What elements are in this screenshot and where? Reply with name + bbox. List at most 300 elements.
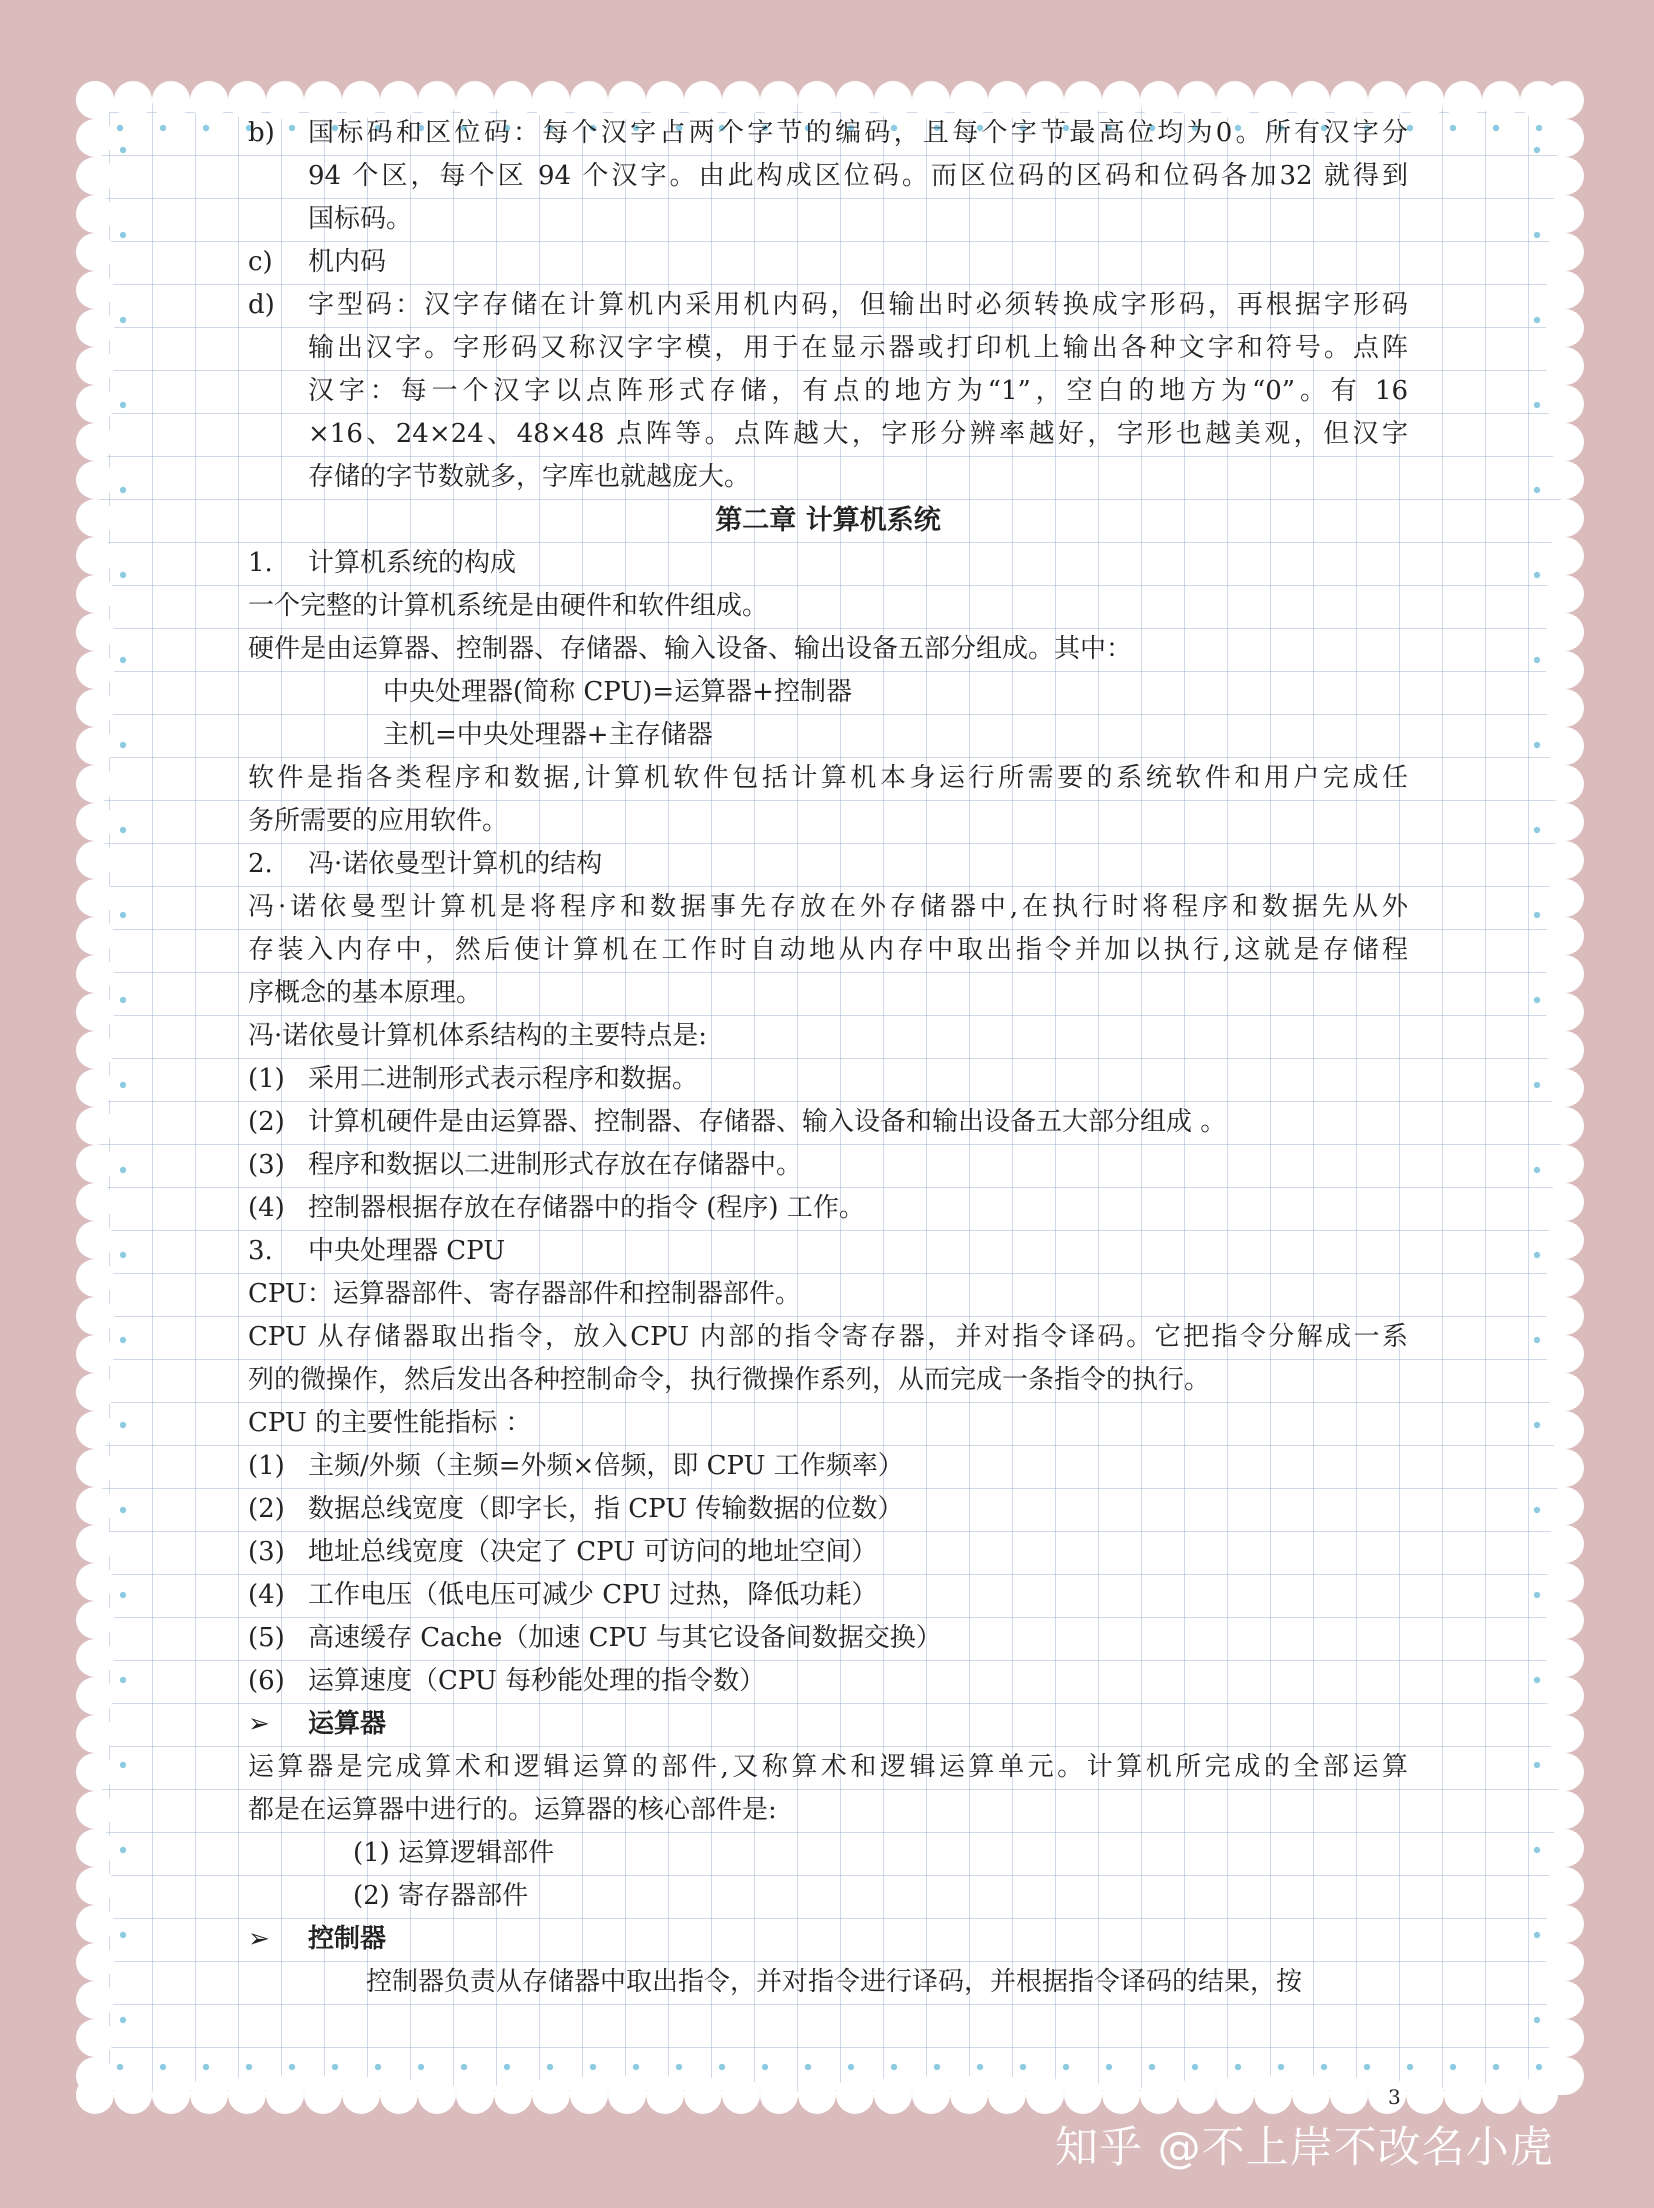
border-dot xyxy=(1534,1167,1540,1173)
scallop xyxy=(1546,81,1584,119)
scallop xyxy=(912,2076,950,2114)
scallop xyxy=(1546,651,1584,689)
scallop xyxy=(76,993,114,1031)
scallop xyxy=(76,575,114,613)
scallop xyxy=(1546,841,1584,879)
scallop xyxy=(1546,1297,1584,1335)
scallop xyxy=(114,2076,152,2114)
watermark: 知乎 @不上岸不改名小虎 xyxy=(1055,2123,1554,2173)
scallop xyxy=(1140,2076,1178,2114)
list-item-label: d) xyxy=(248,290,275,320)
scallop xyxy=(1546,309,1584,347)
scallop xyxy=(1546,195,1584,233)
scallop xyxy=(874,2076,912,2114)
border-dot xyxy=(1534,1082,1540,1088)
list-item-label: (1) xyxy=(248,1451,285,1481)
border-dot xyxy=(120,1337,126,1343)
scallop xyxy=(1406,81,1444,119)
text-line: 控制器根据存放在存储器中的指令 (程序) 工作。 xyxy=(308,1193,865,1223)
sub-list-item: (1) 运算逻辑部件 xyxy=(353,1838,555,1868)
border-dot xyxy=(1534,487,1540,493)
section-title: 控制器 xyxy=(308,1924,387,1954)
paragraph-line: 硬件是由运算器、控制器、存储器、输入设备、输出设备五部分组成。其中： xyxy=(248,634,1133,664)
scallop xyxy=(76,955,114,993)
border-dot xyxy=(1534,997,1540,1003)
scallop xyxy=(1546,1943,1584,1981)
scallop xyxy=(1546,271,1584,309)
border-dot xyxy=(805,2064,811,2070)
list-item-text xyxy=(308,1101,1408,1144)
scallop xyxy=(1546,1031,1584,1069)
border-dot xyxy=(120,1932,126,1938)
border-dot xyxy=(1534,317,1540,323)
text-line: 高速缓存 Cache（加速 CPU 与其它设备间数据交换） xyxy=(308,1623,942,1653)
border-dot xyxy=(120,1422,126,1428)
scallop xyxy=(1546,689,1584,727)
scallop xyxy=(1546,461,1584,499)
border-dot xyxy=(120,827,126,833)
text-line: 机内码 xyxy=(308,247,387,277)
list-item-label: 2. xyxy=(248,849,273,879)
scallop xyxy=(1546,1563,1584,1601)
page-number: 3 xyxy=(1388,2085,1401,2109)
scallop xyxy=(1546,385,1584,423)
text-line: 计算机系统的构成 xyxy=(308,548,517,578)
text-line: 94 个区，每个区 94 个汉字。由此构成区位码。而区位码的区码和位码各加32 就得到 xyxy=(308,161,1408,191)
border-dot xyxy=(1235,2064,1241,2070)
border-dot xyxy=(1534,1252,1540,1258)
list-item xyxy=(248,1445,1408,1488)
scallop xyxy=(798,2076,836,2114)
border-dot xyxy=(418,2064,424,2070)
text-line: 存储的字节数就多，字库也就越庞大。 xyxy=(308,462,751,492)
border-dot xyxy=(117,125,123,131)
list-item xyxy=(248,843,1408,886)
text-line: 地址总线宽度（决定了 CPU 可访问的地址空间） xyxy=(308,1537,878,1567)
border-dot xyxy=(1364,2064,1370,2070)
scallop xyxy=(152,2076,190,2114)
scallop xyxy=(1546,879,1584,917)
list-item-text xyxy=(308,112,1408,241)
scallop xyxy=(684,2076,722,2114)
scallop xyxy=(190,81,228,119)
list-item-text xyxy=(308,1617,1408,1660)
scallop xyxy=(1546,423,1584,461)
border-dot xyxy=(547,2064,553,2070)
text-line: 汉字：每一个汉字以点阵形式存储，有点的地方为“1”，空白的地方为“0”。有 16 xyxy=(308,376,1408,406)
list-item-label: (2) xyxy=(248,1107,285,1137)
list-item-label: (6) xyxy=(248,1666,285,1696)
border-dot xyxy=(120,1847,126,1853)
list-item xyxy=(248,1187,1408,1230)
indented-formula: 中央处理器(简称 CPU)=运算器+控制器 xyxy=(383,677,852,707)
scallop xyxy=(76,1259,114,1297)
text-line: 序概念的基本原理。 xyxy=(248,978,483,1008)
text-line: 程序和数据以二进制形式存放在存储器中。 xyxy=(308,1150,803,1180)
scallop xyxy=(1546,233,1584,271)
scallop xyxy=(1546,1069,1584,1107)
border-dot xyxy=(1493,125,1499,131)
scallop xyxy=(76,1487,114,1525)
scallop xyxy=(76,233,114,271)
list-item xyxy=(248,112,1408,241)
text-line: 存装入内存中，然后使计算机在工作时自动地从内存中取出指令并加以执行,这就是存储程 xyxy=(248,935,1408,965)
text-line: 国标码和区位码：每个汉字占两个字节的编码，且每个字节最高位均为0。所有汉字分 xyxy=(308,118,1408,148)
list-item-text xyxy=(308,542,1408,585)
indented-formula: 主机=中央处理器+主存储器 xyxy=(383,720,713,750)
border-dot xyxy=(891,2064,897,2070)
list-item-label: (4) xyxy=(248,1580,285,1610)
scallop xyxy=(1546,1715,1584,1753)
scallop xyxy=(76,1373,114,1411)
scallop xyxy=(1444,81,1482,119)
scallop xyxy=(76,309,114,347)
border-dot xyxy=(117,2064,123,2070)
paragraph-line: CPU 的主要性能指标 ： xyxy=(248,1408,532,1438)
scallop xyxy=(76,1981,114,2019)
scallop xyxy=(76,879,114,917)
scallop xyxy=(76,1753,114,1791)
border-dot xyxy=(1450,125,1456,131)
list-item xyxy=(248,1574,1408,1617)
border-dot xyxy=(120,232,126,238)
list-item xyxy=(248,1660,1408,1703)
scallop xyxy=(1546,1259,1584,1297)
border-dot xyxy=(461,2064,467,2070)
paragraph-line: 冯·诺依曼计算机体系结构的主要特点是: xyxy=(248,1021,708,1051)
scallop xyxy=(418,2076,456,2114)
border-dot xyxy=(203,125,209,131)
text-line: 运算速度（CPU 每秒能处理的指令数） xyxy=(308,1666,766,1696)
border-dot xyxy=(289,2064,295,2070)
scallop xyxy=(1546,1829,1584,1867)
border-dot xyxy=(120,1252,126,1258)
scallop xyxy=(76,613,114,651)
list-item-text xyxy=(308,241,1408,284)
scallop xyxy=(76,727,114,765)
border-dot xyxy=(1149,2064,1155,2070)
scallop xyxy=(76,1525,114,1563)
border-dot xyxy=(120,657,126,663)
scallop xyxy=(1546,765,1584,803)
border-dot xyxy=(934,2064,940,2070)
border-dot xyxy=(1450,2064,1456,2070)
scallop xyxy=(1330,2076,1368,2114)
border-dot xyxy=(120,317,126,323)
scallop xyxy=(1546,537,1584,575)
scallop xyxy=(1546,1221,1584,1259)
scallop xyxy=(1546,499,1584,537)
scallop xyxy=(76,1943,114,1981)
text-line: 字型码：汉字存储在计算机内采用机内码，但输出时必须转换成字形码，再根据字形码 xyxy=(308,290,1408,320)
scallop xyxy=(190,2076,228,2114)
scallop xyxy=(76,1449,114,1487)
indented-paragraph-line: 控制器负责从存储器中取出指令，并对指令进行译码，并根据指令译码的结果，按 xyxy=(366,1967,1303,1997)
scallop xyxy=(76,1335,114,1373)
scallop xyxy=(76,803,114,841)
scallop xyxy=(76,461,114,499)
border-dot xyxy=(1063,2064,1069,2070)
section-title: 运算器 xyxy=(308,1709,387,1739)
scallop xyxy=(380,2076,418,2114)
border-dot xyxy=(1534,1847,1540,1853)
border-dot xyxy=(160,125,166,131)
scallop xyxy=(456,2076,494,2114)
scallop xyxy=(1482,2076,1520,2114)
border-dot xyxy=(1534,1337,1540,1343)
scallop xyxy=(76,1677,114,1715)
text-line: 软件是指各类程序和数据,计算机软件包括计算机本身运行所需要的系统软件和用户完成任 xyxy=(248,763,1408,793)
scallop xyxy=(494,2076,532,2114)
scallop xyxy=(1546,727,1584,765)
text-line: CPU 从存储器取出指令，放入CPU 内部的指令寄存器，并对指令译码。它把指令分解成一系 xyxy=(248,1322,1408,1352)
border-dot xyxy=(977,2064,983,2070)
scallop xyxy=(1546,157,1584,195)
scallop xyxy=(1546,917,1584,955)
border-dot xyxy=(590,2064,596,2070)
scallop xyxy=(1546,1905,1584,1943)
border-dot xyxy=(1534,1507,1540,1513)
text-line: 列的微操作，然后发出各种控制命令，执行微操作系列，从而完成一条指令的执行。 xyxy=(248,1365,1211,1395)
border-dot xyxy=(375,2064,381,2070)
border-dot xyxy=(1536,125,1542,131)
scallop xyxy=(76,1031,114,1069)
border-dot xyxy=(332,2064,338,2070)
border-dot xyxy=(120,1592,126,1598)
list-item-text xyxy=(308,1144,1408,1187)
scallop xyxy=(266,2076,304,2114)
scallop xyxy=(1406,2076,1444,2114)
scallop xyxy=(76,917,114,955)
list-item-label: c) xyxy=(248,247,273,277)
border-dot xyxy=(203,2064,209,2070)
scallop xyxy=(114,81,152,119)
border-dot xyxy=(120,487,126,493)
text-line: 中央处理器 CPU xyxy=(308,1236,506,1266)
paragraph-line: 一个完整的计算机系统是由硬件和软件组成。 xyxy=(248,591,769,621)
scallop xyxy=(76,1829,114,1867)
border-dot xyxy=(1534,1592,1540,1598)
scallop xyxy=(76,1791,114,1829)
border-dot xyxy=(1192,2064,1198,2070)
section-bullet-heading xyxy=(248,1918,1408,1961)
scallop xyxy=(76,1905,114,1943)
scallop xyxy=(1546,1601,1584,1639)
scallop xyxy=(1546,1981,1584,2019)
scallop xyxy=(304,2076,342,2114)
list-item xyxy=(248,1617,1408,1660)
border-dot xyxy=(762,2064,768,2070)
scallop xyxy=(1546,347,1584,385)
border-dot xyxy=(1534,827,1540,833)
scallop xyxy=(76,385,114,423)
scallop xyxy=(1482,81,1520,119)
border-dot xyxy=(676,2064,682,2070)
list-item xyxy=(248,1230,1408,1273)
arrow-bullet-icon: ➢ xyxy=(248,1709,270,1739)
scallop xyxy=(646,2076,684,2114)
border-dot xyxy=(120,997,126,1003)
paragraph-line: CPU：运算器部件、寄存器部件和控制器部件。 xyxy=(248,1279,801,1309)
scallop xyxy=(988,2076,1026,2114)
border-dot xyxy=(1493,2064,1499,2070)
border-dot xyxy=(120,1677,126,1683)
list-item-label: (1) xyxy=(248,1064,285,1094)
border-dot xyxy=(848,2064,854,2070)
border-dot xyxy=(120,912,126,918)
border-dot xyxy=(1534,2017,1540,2023)
list-item xyxy=(248,1531,1408,1574)
arrow-bullet-icon: ➢ xyxy=(248,1924,270,1954)
scallop xyxy=(76,1411,114,1449)
scallop xyxy=(76,195,114,233)
border-dot xyxy=(246,2064,252,2070)
scallop xyxy=(76,81,114,119)
scallop xyxy=(76,157,114,195)
text-line: 务所需要的应用软件。 xyxy=(248,806,509,836)
border-dot xyxy=(1020,2064,1026,2070)
scallop xyxy=(1546,1335,1584,1373)
scallop xyxy=(1444,2076,1482,2114)
list-item-label: (5) xyxy=(248,1623,285,1653)
list-item-text xyxy=(308,843,1408,886)
scallop xyxy=(1064,2076,1102,2114)
scallop xyxy=(722,2076,760,2114)
scallop xyxy=(228,2076,266,2114)
list-item-text xyxy=(308,1531,1408,1574)
scallop xyxy=(1546,1411,1584,1449)
border-dot xyxy=(120,572,126,578)
border-dot xyxy=(719,2064,725,2070)
scallop xyxy=(1546,955,1584,993)
border-dot xyxy=(633,2064,639,2070)
scallop xyxy=(76,689,114,727)
list-item-label: (4) xyxy=(248,1193,285,1223)
scallop xyxy=(76,1601,114,1639)
sub-list-item: (2) 寄存器部件 xyxy=(353,1881,529,1911)
list-item-label: 3. xyxy=(248,1236,273,1266)
border-dot xyxy=(120,2017,126,2023)
border-dot xyxy=(1534,1677,1540,1683)
scallop xyxy=(76,271,114,309)
border-dot xyxy=(1321,2064,1327,2070)
scallop xyxy=(608,2076,646,2114)
scallop xyxy=(1546,1639,1584,1677)
scallop xyxy=(1178,2076,1216,2114)
scallop xyxy=(1546,613,1584,651)
list-item-label: 1. xyxy=(248,548,273,578)
scallop xyxy=(76,1867,114,1905)
border-dot xyxy=(1534,1932,1540,1938)
scallop xyxy=(1546,1677,1584,1715)
scallop xyxy=(1546,1107,1584,1145)
list-item-text xyxy=(308,1230,1408,1273)
border-dot xyxy=(120,1082,126,1088)
scallop xyxy=(76,1563,114,1601)
list-item-text xyxy=(308,1488,1408,1531)
border-dot xyxy=(1534,1422,1540,1428)
scallop xyxy=(532,2076,570,2114)
scallop xyxy=(1254,2076,1292,2114)
scallop xyxy=(1546,1487,1584,1525)
scallop xyxy=(76,1107,114,1145)
list-item xyxy=(248,542,1408,585)
text-line: 运算器是完成算术和逻辑运算的部件,又称算术和逻辑运算单元。计算机所完成的全部运算 xyxy=(248,1752,1408,1782)
scallop xyxy=(1546,1791,1584,1829)
border-dot xyxy=(160,2064,166,2070)
scallop xyxy=(836,2076,874,2114)
list-item-label: (2) xyxy=(248,1494,285,1524)
border-dot xyxy=(120,402,126,408)
scallop xyxy=(1546,2019,1584,2057)
scallop xyxy=(1546,119,1584,157)
border-dot xyxy=(1534,147,1540,153)
list-item-text xyxy=(308,1187,1408,1230)
list-item-text xyxy=(308,1445,1408,1488)
scallop xyxy=(1546,575,1584,613)
border-dot xyxy=(120,1507,126,1513)
scallop xyxy=(76,1183,114,1221)
border-dot xyxy=(1534,742,1540,748)
list-item-text xyxy=(308,1660,1408,1703)
text-line: 都是在运算器中进行的。运算器的核心部件是: xyxy=(248,1795,777,1825)
text-line: 国标码。 xyxy=(308,204,413,234)
text-line: 计算机硬件是由运算器、控制器、存储器、输入设备和输出设备五大部分组成 。 xyxy=(308,1107,1227,1137)
scallop xyxy=(1546,803,1584,841)
scallop xyxy=(76,347,114,385)
paragraph xyxy=(248,757,1408,843)
scallop xyxy=(76,423,114,461)
list-item-label: (3) xyxy=(248,1537,285,1567)
scallop xyxy=(570,2076,608,2114)
chapter-heading: 第二章 计算机系统 xyxy=(715,505,941,536)
list-item-text xyxy=(308,284,1408,499)
border-dot xyxy=(504,2064,510,2070)
scallop xyxy=(76,537,114,575)
border-dot xyxy=(1407,2064,1413,2070)
list-item xyxy=(248,1144,1408,1187)
text-line: 工作电压（低电压可减少 CPU 过热，降低功耗） xyxy=(308,1580,878,1610)
border-dot xyxy=(1534,572,1540,578)
border-dot xyxy=(120,742,126,748)
scallop xyxy=(76,765,114,803)
scallop xyxy=(76,1297,114,1335)
scallop xyxy=(1546,1183,1584,1221)
text-line: 输出汉字。字形码又称汉字字模，用于在显示器或打印机上输出各种文字和符号。点阵 xyxy=(308,333,1408,363)
text-line: 冯·诺依曼型计算机是将程序和数据事先存放在外存储器中,在执行时将程序和数据先从外 xyxy=(248,892,1408,922)
list-item-label: b) xyxy=(248,118,275,148)
scallop xyxy=(76,499,114,537)
scallop xyxy=(1546,2057,1584,2095)
list-item-text xyxy=(308,1574,1408,1617)
border-dot xyxy=(1278,2064,1284,2070)
text-line: 数据总线宽度（即字长，指 CPU 传输数据的位数） xyxy=(308,1494,904,1524)
border-dot xyxy=(1534,402,1540,408)
list-item xyxy=(248,1101,1408,1144)
text-line: 采用二进制形式表示程序和数据。 xyxy=(308,1064,699,1094)
scallop xyxy=(342,2076,380,2114)
section-bullet-heading xyxy=(248,1703,1408,1746)
list-item-label: (3) xyxy=(248,1150,285,1180)
text-line: ×16、24×24、48×48 点阵等。点阵越大，字形分辨率越好，字形也越美观，但汉字 xyxy=(308,419,1408,449)
scallop xyxy=(1546,1867,1584,1905)
scallop xyxy=(1216,2076,1254,2114)
scallop xyxy=(1102,2076,1140,2114)
border-dot xyxy=(1534,912,1540,918)
scallop xyxy=(76,2019,114,2057)
paragraph xyxy=(248,1316,1408,1402)
scallop xyxy=(76,1639,114,1677)
